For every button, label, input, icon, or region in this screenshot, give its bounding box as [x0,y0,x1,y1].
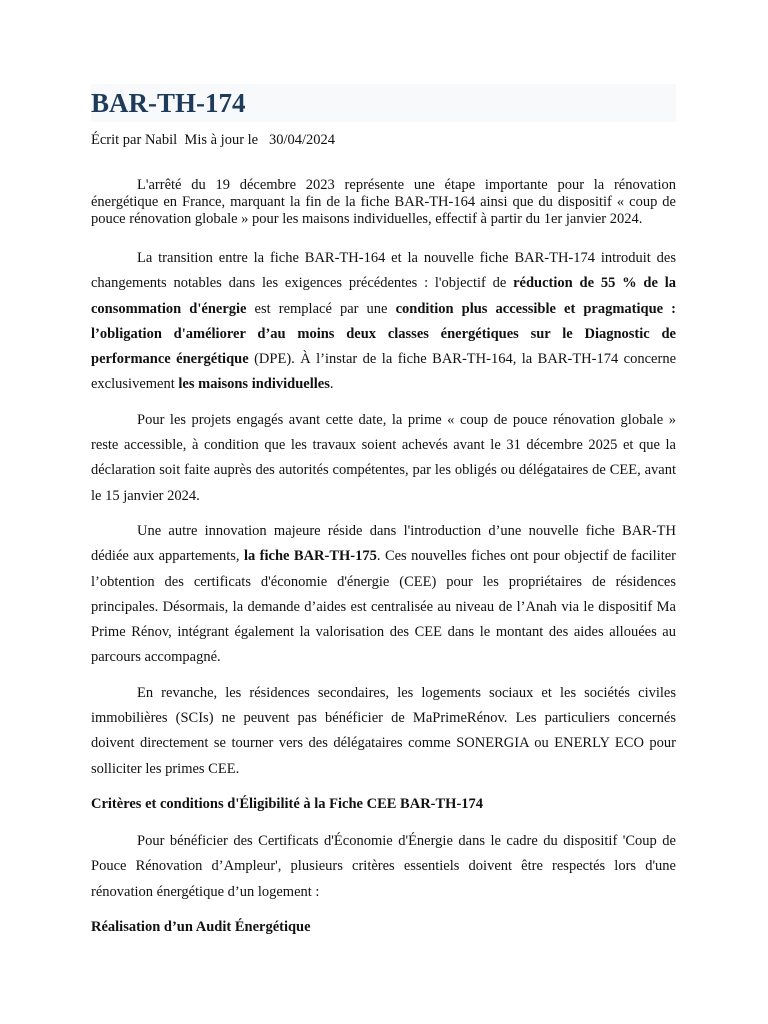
paragraph-1: L'arrêté du 19 décembre 2023 représente une étape importante pour la rénovation énergétique en France, marquant la fin de la fiche BAR-TH-164 ainsi que du dispositif « coup de pouce rénovation globale » pour les maisons individuelles, effectif à partir du 1er janvier 2024. [91,177,676,227]
paragraph-2 [91,246,676,398]
author-text: Écrit par Nabil [91,132,178,148]
paragraph-4-text-2: . Ces nouvelles fiches ont pour objectif de faciliter l’obtention des certificats d'économie d'énergie (CEE) pour les propriétaires de résidences principales. Désormais, la demande d’aides est centralisée au niveau de l’Anah via le dispositif Ma Prime Rénov, intégrant également la valorisation des CEE dans le montant des aides allouées au parcours accompagné. [91,548,677,666]
paragraph-4-text-1: Une autre innovation majeure réside dans l'introduction d’une nouvelle fiche BAR-TH dédiée aux appartements, [91,522,676,565]
paragraph-2-bold-3: les maisons individuelles [178,376,330,393]
byline [91,130,676,150]
paragraph-2-bold-1: réduction de 55 % de la consommation d'énergie [91,275,677,317]
paragraph-2-text-4: . [329,376,334,393]
paragraph-6: Pour bénéficier des Certificats d'Économie d'Énergie dans le cadre du dispositif 'Coup de Pouce Rénovation d’Ampleur', plusieurs critères essentiels doivent être respectés lors d'une rénovation énergétique d’un logement : [91,832,676,900]
paragraph-2-text-1: La transition entre la fiche BAR-TH-164 et la nouvelle fiche BAR-TH-174 introduit des changements notables dans les exigences précédentes : l'objectif de [91,250,676,292]
updated-date: 30/04/2024 [269,132,336,148]
paragraph-5: En revanche, les résidences secondaires, les logements sociaux et les sociétés civiles immobilières (SCIs) ne peuvent pas bénéficier de MaPrimeRénov. Les particuliers concernés doivent directement se tourner vers des délégataires comme SONERGIA ou ENERLY ECO pour solliciter les primes CEE. [91,684,676,777]
paragraph-2-text-2: est remplacé par une [246,300,396,317]
updated-label: Mis à jour le [184,132,259,148]
section-heading-audit: Réalisation d’un Audit Énergétique [91,918,311,935]
paragraph-4 [91,519,676,671]
page-title: BAR-TH-174 [91,88,246,118]
document-body [91,84,676,952]
paragraph-3: Pour les projets engagés avant cette date, la prime « coup de pouce rénovation globale » reste accessible, à condition que les travaux soient achevés avant le 31 décembre 2025 et que la déclaration soit faite auprès des autorités compétentes, par les obligés ou délégataires de CEE, avant le 15 janvier 2024. [91,411,676,504]
paragraph-2-bold-2: condition plus accessible et pragmatique : l’obligation d'améliorer d’au moins deux classes énergétiques sur le Diagnostic de performance énergétique [91,300,677,368]
paragraph-2-text-3: (DPE). À l’instar de la fiche BAR-TH-164, la BAR-TH-174 concerne exclusivement [91,351,677,393]
paragraph-4-bold-1: la fiche BAR-TH-175 [243,548,377,565]
title-bar [91,84,676,122]
section-heading-eligibility: Critères et conditions d'Éligibilité à la Fiche CEE BAR-TH-174 [91,795,484,812]
